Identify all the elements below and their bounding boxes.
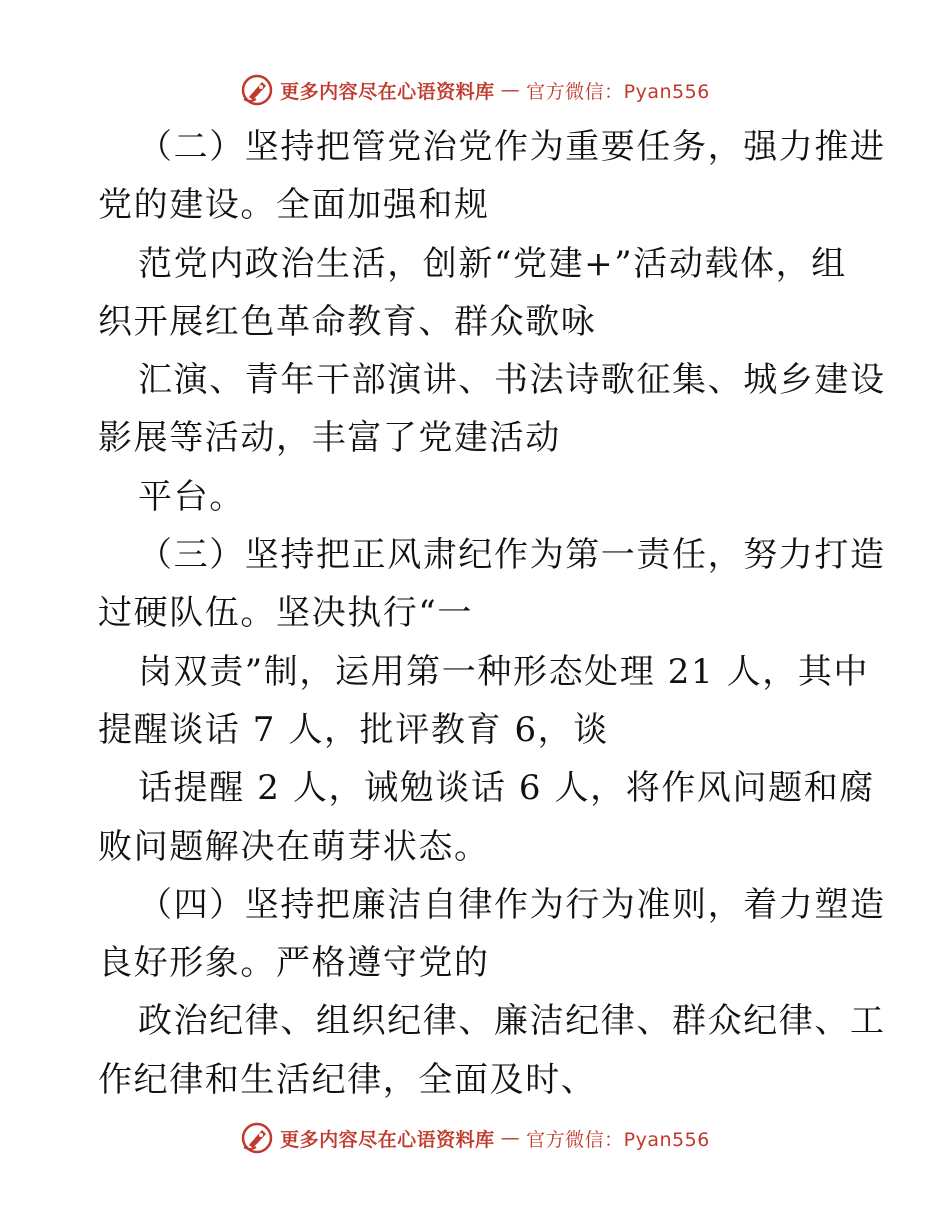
footer-watermark [0,1118,950,1158]
watermark-dash: — [500,1127,521,1149]
text-line: 影展等活动，丰富了党建活动 [98,418,561,459]
text-line: 政治纪律、组织纪律、廉洁纪律、群众纪律、工 [138,1001,886,1042]
text-line: （四）坚持把廉洁自律作为行为准则，着力塑造 [138,884,886,925]
text-line: （三）坚持把正风肃纪作为第一责任，努力打造 [138,535,886,576]
watermark-site-name: 更多内容尽在心语资料库 [280,1128,495,1151]
text-line: 过硬队伍。坚决执行“一 [98,593,473,634]
text-line: 党的建设。全面加强和规 [98,185,490,226]
watermark-contact: 官方微信：Pyan556 [526,80,710,103]
watermark-site-name: 更多内容尽在心语资料库 [280,80,495,103]
text-line: 话提醒 2 人，诫勉谈话 6 人，将作风问题和腐 [138,768,875,809]
text-line: 汇演、青年干部演讲、书法诗歌征集、城乡建设 [138,360,886,401]
text-line: 败问题解决在萌芽状态。 [98,826,490,867]
pen-nib-logo-icon [240,1121,274,1155]
header-watermark [0,70,950,110]
pen-nib-logo-icon [240,73,274,107]
text-line: 平台。 [138,476,245,517]
document-body [98,118,886,1109]
text-line: 良好形象。严格遵守党的 [98,943,490,984]
text-line: 范党内政治生活，创新“党建+”活动载体，组 [138,243,847,284]
text-line: 织开展红色革命教育、群众歌咏 [98,301,597,342]
text-line: 岗双责”制，运用第一种形态处理 21 人，其中 [138,651,870,692]
text-line: 作纪律和生活纪律，全面及时、 [98,1059,597,1100]
watermark-dash: — [500,79,521,101]
text-line: 提醒谈话 7 人，批评教育 6，谈 [98,709,609,750]
watermark-contact: 官方微信：Pyan556 [526,1128,710,1151]
text-line: （二）坚持把管党治党作为重要任务，强力推进 [138,127,886,167]
